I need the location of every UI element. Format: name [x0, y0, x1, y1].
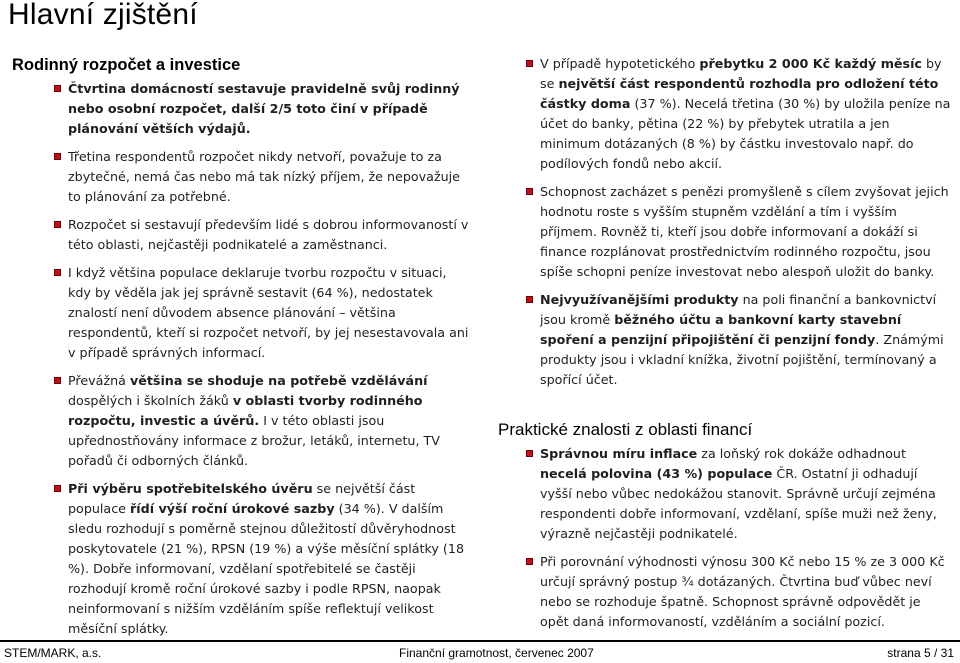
list-item — [12, 371, 472, 471]
bold-text: Čtvrtina domácností sestavuje pravidelně svůj rodinný nebo osobní rozpočet, další 2/5 toto činí v případě plánování větších výdajů. — [68, 81, 460, 136]
bullet-icon — [54, 377, 61, 384]
bullet-icon — [54, 485, 61, 492]
list-item — [12, 263, 472, 363]
text: I v této oblasti jsou upřednostňovány informace z brožur, letáků, internetu, TV pořadů či odborných článků. — [68, 413, 440, 468]
list-item — [12, 79, 472, 139]
bold-text: Správnou míru inflace — [540, 446, 698, 461]
bullet-icon — [526, 188, 533, 195]
text: za loňský rok dokáže odhadnout — [697, 446, 906, 461]
bold-text: největší část respondentů rozhodla pro odložení této částky doma — [540, 76, 939, 111]
section-heading-practical: Praktické znalosti z oblasti financí — [498, 420, 753, 439]
bold-text: Při výběru spotřebitelského úvěru — [68, 481, 313, 496]
text: Při porovnání výhodnosti výnosu 300 Kč nebo 15 % ze 3 000 Kč určují správný postup ¾ dotázaných. Čtvrtina buď vůbec neví nebo se rozhoduje špatně. Schopnost správně odpovědět je opět daná informovaností, vzděláním a sociální pozicí. — [540, 554, 945, 629]
bullet-list-practical — [498, 444, 953, 632]
bullet-icon — [54, 153, 61, 160]
list-item — [12, 147, 472, 207]
bold-text: Nejvyužívanějšími produkty — [540, 292, 739, 307]
footer-page-number: strana 5 / 31 — [887, 646, 954, 660]
bold-text: většina se shoduje na potřebě vzdělávání — [129, 373, 428, 388]
bold-text: běžného účtu a bankovní karty stavební spoření a penzijní připojištění či penzijní fondy — [540, 312, 902, 347]
bullet-list-right — [498, 54, 953, 390]
list-item — [498, 54, 953, 174]
text: dospělých i školních žáků — [68, 393, 233, 408]
bullet-icon — [54, 269, 61, 276]
left-column — [12, 56, 472, 647]
bold-text: v oblasti tvorby rodinného rozpočtu, investic a úvěrů. — [68, 393, 423, 428]
list-item — [498, 290, 953, 390]
footer-divider — [0, 640, 960, 642]
bullet-icon — [526, 558, 533, 565]
text: Schopnost zacházet s penězi promyšleně s cílem zvyšovat jejich hodnotu roste s vyšším stupněm vzdělání a tím i vyšším příjmem. Rovněž ti, kteří jsou dobře informovaní a dokáží si finance rozplánovat prostřednictvím rodinného rozpočtu, jsou spíše schopni peníze investovat nebo alespoň uložit do banky. — [540, 184, 949, 279]
text: Třetina respondentů rozpočet nikdy netvoří, považuje to za zbytečné, nemá čas nebo má tak nízký příjem, že nepovažuje to plánování za potřebné. — [68, 149, 460, 204]
bold-text: řídí výší roční úrokové sazby — [130, 501, 335, 516]
text: (34 %). V dalším sledu rozhodují s poměrně stejnou důležitostí důvěryhodnost poskytovatele (21 %), RPSN (19 %) a výše měsíční splátky (18 %). Dobře informovaní, vzdělaní spotřebitelé se častěji rozhodují kromě roční úrokové sazby i podle RPSN, naopak neinformovaní s nižším vzděláním spíše reflektují velikost měsíční splátky. — [68, 501, 465, 636]
text: V případě hypotetického — [540, 56, 700, 71]
bullet-icon — [54, 221, 61, 228]
text: na poli finanční a bankovnictví jsou kromě — [540, 292, 937, 327]
list-item — [12, 215, 472, 255]
text: . Známými produkty jsou i vkladní knížka, životní pojištění, termínovaný a spořící účet. — [540, 332, 944, 387]
text: I když většina populace deklaruje tvorbu rozpočtu v situaci, kdy by věděla jak jej správně sestavit (64 %), nedostatek znalostí není důvodem absence plánování – většina respondentů, kteří si rozpočet netvoří, by jej nesestavovala ani v případě správných informací. — [68, 265, 469, 360]
page-title: Hlavní zjištění — [8, 0, 198, 31]
list-item — [498, 444, 953, 544]
list-item — [12, 479, 472, 639]
bullet-icon — [526, 450, 533, 457]
text: (37 %). Necelá třetina (30 %) by uložila peníze na účet do banky, pětina (22 %) by přebytek utratila a jen minimum dotázaných (8 %) by částku investovalo např. do podílových fondů nebo akcií. — [540, 96, 951, 171]
bullet-icon — [526, 296, 533, 303]
section-heading-budget: Rodinný rozpočet a investice — [12, 56, 241, 74]
text: Převážná — [68, 373, 130, 388]
text: by se — [540, 56, 942, 91]
bold-text: necelá polovina (43 %) populace — [540, 466, 773, 481]
list-item — [498, 182, 953, 282]
footer-report-title: Finanční gramotnost, červenec 2007 — [399, 646, 594, 660]
right-column — [498, 54, 953, 640]
footer-company: STEM/MARK, a.s. — [4, 646, 102, 660]
bullet-icon — [526, 60, 533, 67]
bullet-list-left — [12, 79, 472, 639]
list-item — [498, 552, 953, 632]
bold-text: přebytku 2 000 Kč každý měsíc — [699, 56, 922, 71]
text: ČR. Ostatní ji odhadují vyšší nebo vůbec nedokážou stanovit. Správně určují zejména respondenti dobře informovaní, vzdělaní, spíše muži než ženy, výrazně nejčastěji podnikatelé. — [540, 466, 937, 541]
bullet-icon — [54, 85, 61, 92]
text: se největší část populace — [68, 481, 416, 516]
text: Rozpočet si sestavují především lidé s dobrou informovaností v této oblasti, nejčastěji podnikatelé a zaměstnanci. — [68, 217, 469, 252]
